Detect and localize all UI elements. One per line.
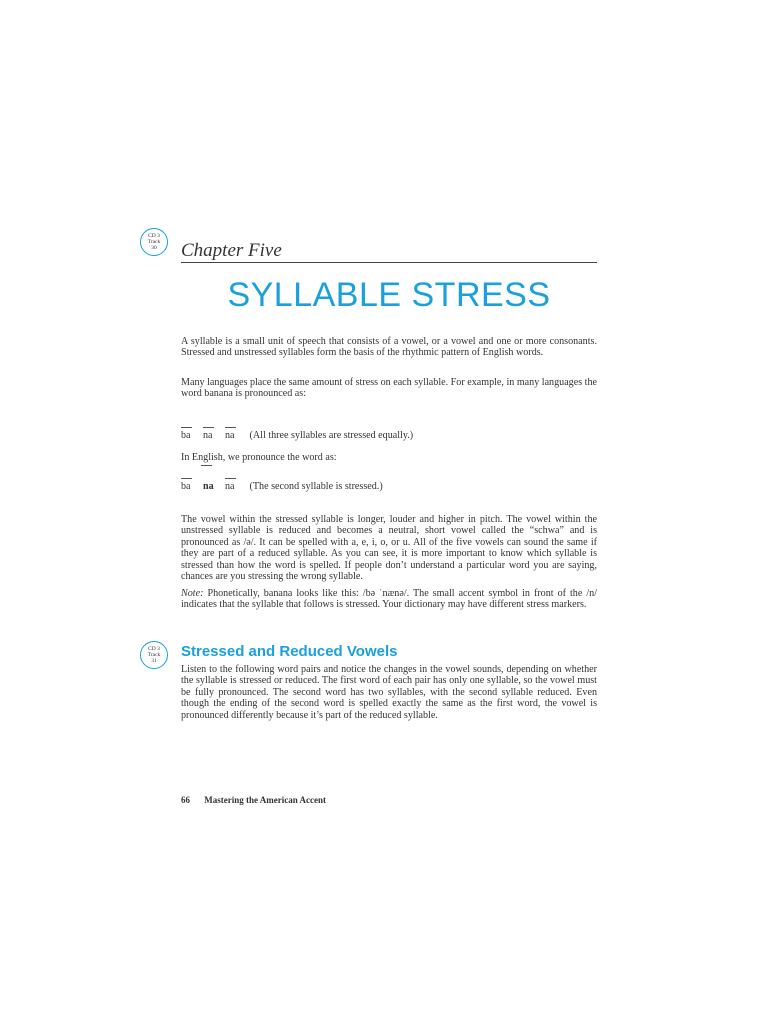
page-title: SYLLABLE STRESS bbox=[227, 276, 551, 314]
chapter-divider bbox=[181, 262, 597, 263]
note-text: Phonetically, banana looks like this: /bə ˈnænə/. The small accent symbol in front of the /n/ indicates that the syllable that follows is stressed. Your dictionary may have different stress markers. bbox=[181, 588, 597, 611]
cd-label: CD 3 bbox=[148, 646, 160, 652]
cd-track-badge bbox=[140, 641, 168, 669]
syllable: ba bbox=[181, 481, 203, 492]
track-number: 31 bbox=[151, 658, 157, 664]
track-label: Track bbox=[147, 652, 161, 658]
cd-track-badge bbox=[140, 228, 168, 256]
vowel-paragraph: The vowel within the stressed syllable is longer, louder and higher in pitch. The vowel within the unstressed syllable is reduced and becomes a neutral, short vowel called the “schwa” and is pronounced as /ə/. It can be spelled with a, e, i, o, or u. All of the five vowels can sound the same if they are part of a reduced syllable. As you can see, it is more important to know which syllable is stressed than how the word is spelled. If people don’t understand a particular word you are saying, chances are you stressing the wrong syllable. bbox=[181, 514, 597, 583]
stress-mark bbox=[201, 465, 212, 466]
chapter-label: Chapter Five bbox=[181, 240, 282, 261]
example-note: (All three syllables are stressed equally.) bbox=[249, 430, 414, 441]
note-label: Note: bbox=[181, 588, 204, 599]
cd-label: CD 3 bbox=[148, 233, 160, 239]
track-label: Track bbox=[147, 239, 161, 245]
book-title: Mastering the American Accent bbox=[204, 795, 326, 805]
track-number: 30 bbox=[151, 245, 157, 251]
note-paragraph bbox=[181, 588, 597, 611]
syllable: na bbox=[225, 481, 247, 492]
page-footer bbox=[181, 795, 326, 805]
section-paragraph: Listen to the following word pairs and notice the changes in the vowel sounds, depending on whether the syllable is stressed or reduced. The first word of each pair has only one syllable, so the vowel must be fully pronounced. The second word has two syllables, with the second syllable reduced. Even though the ending of the second word is spelled exactly the same as the first word, the vowel is pronounced differently because it’s part of the reduced syllable. bbox=[181, 664, 597, 721]
intro-paragraph: A syllable is a small unit of speech that consists of a vowel, or a vowel and one or more consonants. Stressed and unstressed syllables form the basis of the rhythmic pattern of English words. bbox=[181, 336, 597, 359]
syllable: na bbox=[225, 430, 247, 441]
syllable: na bbox=[203, 430, 225, 441]
example-equal-stress bbox=[181, 430, 413, 441]
syllable: ba bbox=[181, 430, 203, 441]
example-note: (The second syllable is stressed.) bbox=[249, 481, 383, 492]
english-intro: In English, we pronounce the word as: bbox=[181, 452, 337, 463]
example-english-stress bbox=[181, 481, 383, 492]
stressed-syllable: na bbox=[203, 481, 214, 492]
page-number: 66 bbox=[181, 795, 190, 805]
section-heading: Stressed and Reduced Vowels bbox=[181, 643, 398, 660]
many-languages-paragraph: Many languages place the same amount of stress on each syllable. For example, in many languages the word banana is pronounced as: bbox=[181, 377, 597, 400]
